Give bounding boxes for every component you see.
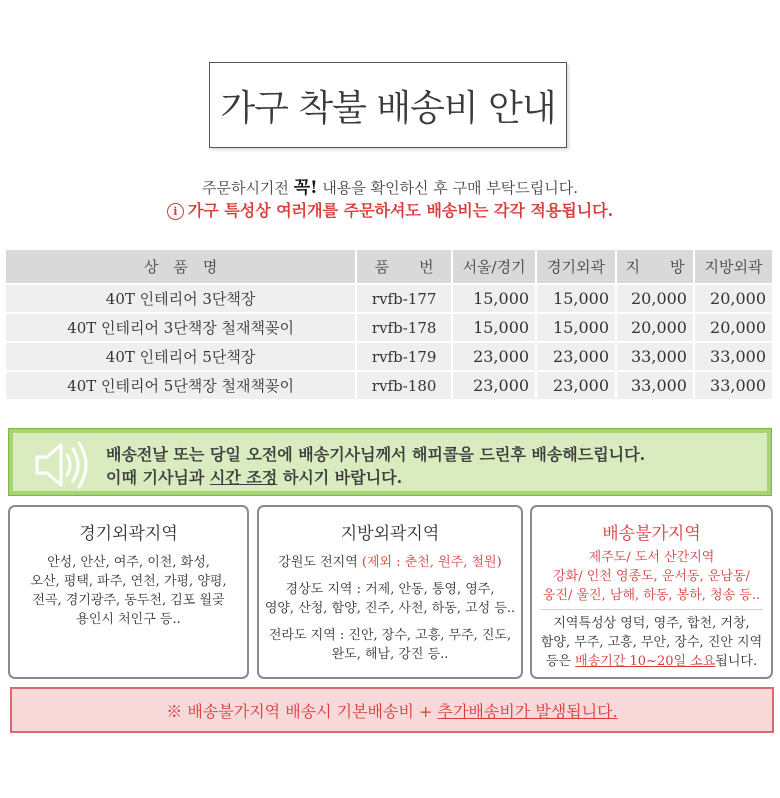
notice-line-2 xyxy=(106,465,402,488)
delivery-period-post: 됩니다. xyxy=(715,654,758,669)
gangwon-label: 강원도 전지역 xyxy=(278,555,362,570)
cell-product-code: rvfb-177 xyxy=(356,284,452,313)
cell-price: 20,000 xyxy=(616,284,694,313)
delivery-period: 배송기간 10~20일 소요 xyxy=(575,654,716,669)
region-text xyxy=(532,548,771,671)
cell-price: 33,000 xyxy=(694,371,773,399)
header-product-name: 상 품 명 xyxy=(6,250,356,284)
divider xyxy=(540,609,763,610)
cell-price: 33,000 xyxy=(616,342,694,371)
cell-product-code: rvfb-180 xyxy=(356,371,452,399)
region-undeliverable xyxy=(530,505,773,679)
cell-product-name: 40T 인테리어 3단책장 xyxy=(6,284,356,313)
region-text xyxy=(259,553,521,664)
region-province-outer xyxy=(257,505,523,679)
footer-text: ※ 배송불가지역 배송시 기본배송비 + xyxy=(166,701,438,721)
table-row xyxy=(6,371,773,399)
cell-price: 23,000 xyxy=(536,371,616,399)
header-product-code: 품 번 xyxy=(356,250,452,284)
subtitle xyxy=(0,173,780,198)
cell-price: 15,000 xyxy=(536,313,616,342)
region-line: 전곡, 경기광주, 동두천, 김포 월곶 xyxy=(32,593,225,608)
region-title: 배송불가지역 xyxy=(602,524,701,544)
page-title: 가구 착불 배송비 안내 xyxy=(209,62,567,148)
cell-price: 20,000 xyxy=(694,284,773,313)
header-gyeonggi-outer: 경기외곽 xyxy=(536,250,616,284)
region-line: 완도, 해남, 강진 등.. xyxy=(331,647,449,662)
cell-price: 23,000 xyxy=(452,342,536,371)
cell-product-code: rvfb-178 xyxy=(356,313,452,342)
notice-line-2-post: 하시기 바랍니다. xyxy=(277,468,403,487)
region-line: 경상도 지역 : 거제, 안동, 통영, 영주, xyxy=(285,582,495,597)
region-line: 웅진/ 울진, 남해, 하동, 봉하, 청송 등.. xyxy=(542,588,761,603)
region-line: 오산, 평택, 파주, 연천, 가평, 양평, xyxy=(30,574,227,589)
header-seoul-gyeonggi: 서울/경기 xyxy=(452,250,536,284)
table-row xyxy=(6,313,773,342)
region-title: 경기외곽지역 xyxy=(79,524,178,544)
cell-price: 33,000 xyxy=(694,342,773,371)
warning-text: 가구 특성상 여러개를 주문하셔도 배송비는 각각 적용됩니다. xyxy=(187,201,614,220)
notice-time-adjust: 시간 조정 xyxy=(209,468,278,487)
table-row xyxy=(6,342,773,371)
region-text xyxy=(10,553,247,629)
region-gangwon xyxy=(259,553,521,572)
region-title: 지방외곽지역 xyxy=(340,524,440,544)
extra-fee-footer xyxy=(10,687,774,733)
delivery-period-pre: 등은 xyxy=(545,654,576,669)
region-line: 강화/ 인천 영종도, 운서동, 운남동/ xyxy=(553,569,750,584)
notice-line-2-pre: 이때 기사님과 xyxy=(106,468,210,487)
footer-extra-fee: 추가배송비가 발생됩니다. xyxy=(437,701,618,721)
region-line: 안성, 안산, 여주, 이천, 화성, xyxy=(47,555,210,570)
header-province-outer: 지방외곽 xyxy=(694,250,773,284)
gangwon-exclusion: (제외 : 춘천, 원주, 철원) xyxy=(361,555,502,570)
subtitle-emphasis: 꼭! xyxy=(293,178,318,198)
cell-price: 15,000 xyxy=(536,284,616,313)
cell-product-name: 40T 인테리어 3단책장 철재책꽂이 xyxy=(6,313,356,342)
region-line: 전라도 지역 : 진안, 장수, 고흥, 무주, 진도, xyxy=(268,628,512,643)
cell-price: 23,000 xyxy=(452,371,536,399)
cell-price: 20,000 xyxy=(616,313,694,342)
region-line: 용인시 처인구 등.. xyxy=(76,612,181,627)
cell-price: 15,000 xyxy=(452,284,536,313)
subtitle-pre: 주문하시기전 xyxy=(201,179,294,197)
shipping-fee-table xyxy=(6,250,774,399)
cell-product-code: rvfb-179 xyxy=(356,342,452,371)
region-line xyxy=(532,652,771,671)
region-line: 제주도/ 도서 산간지역 xyxy=(588,550,715,565)
speaker-icon xyxy=(33,439,93,495)
notice-inner xyxy=(13,433,767,491)
region-line: 함양, 무주, 고흥, 무안, 장수, 진안 지역 xyxy=(540,635,763,650)
delivery-call-notice xyxy=(8,428,772,496)
region-gyeonggi-outer xyxy=(8,505,249,679)
region-line: 영양, 산청, 함양, 진주, 사천, 하동, 고성 등.. xyxy=(264,601,516,616)
cell-product-name: 40T 인테리어 5단책장 xyxy=(6,342,356,371)
table-row xyxy=(6,284,773,313)
cell-price: 23,000 xyxy=(536,342,616,371)
info-icon: i xyxy=(167,203,184,220)
header-province: 지 방 xyxy=(616,250,694,284)
table-header-row xyxy=(6,250,773,284)
cell-price: 15,000 xyxy=(452,313,536,342)
cell-price: 20,000 xyxy=(694,313,773,342)
region-line: 지역특성상 영덕, 영주, 합천, 거창, xyxy=(553,616,750,631)
cell-price: 33,000 xyxy=(616,371,694,399)
subtitle-post: 내용을 확인하신 후 구매 부탁드립니다. xyxy=(317,179,579,197)
cell-product-name: 40T 인테리어 5단책장 철재책꽂이 xyxy=(6,371,356,399)
notice-line-1: 배송전날 또는 당일 오전에 배송기사님께서 해피콜을 드린후 배송해드립니다. xyxy=(106,445,646,464)
warning-notice xyxy=(0,198,780,221)
